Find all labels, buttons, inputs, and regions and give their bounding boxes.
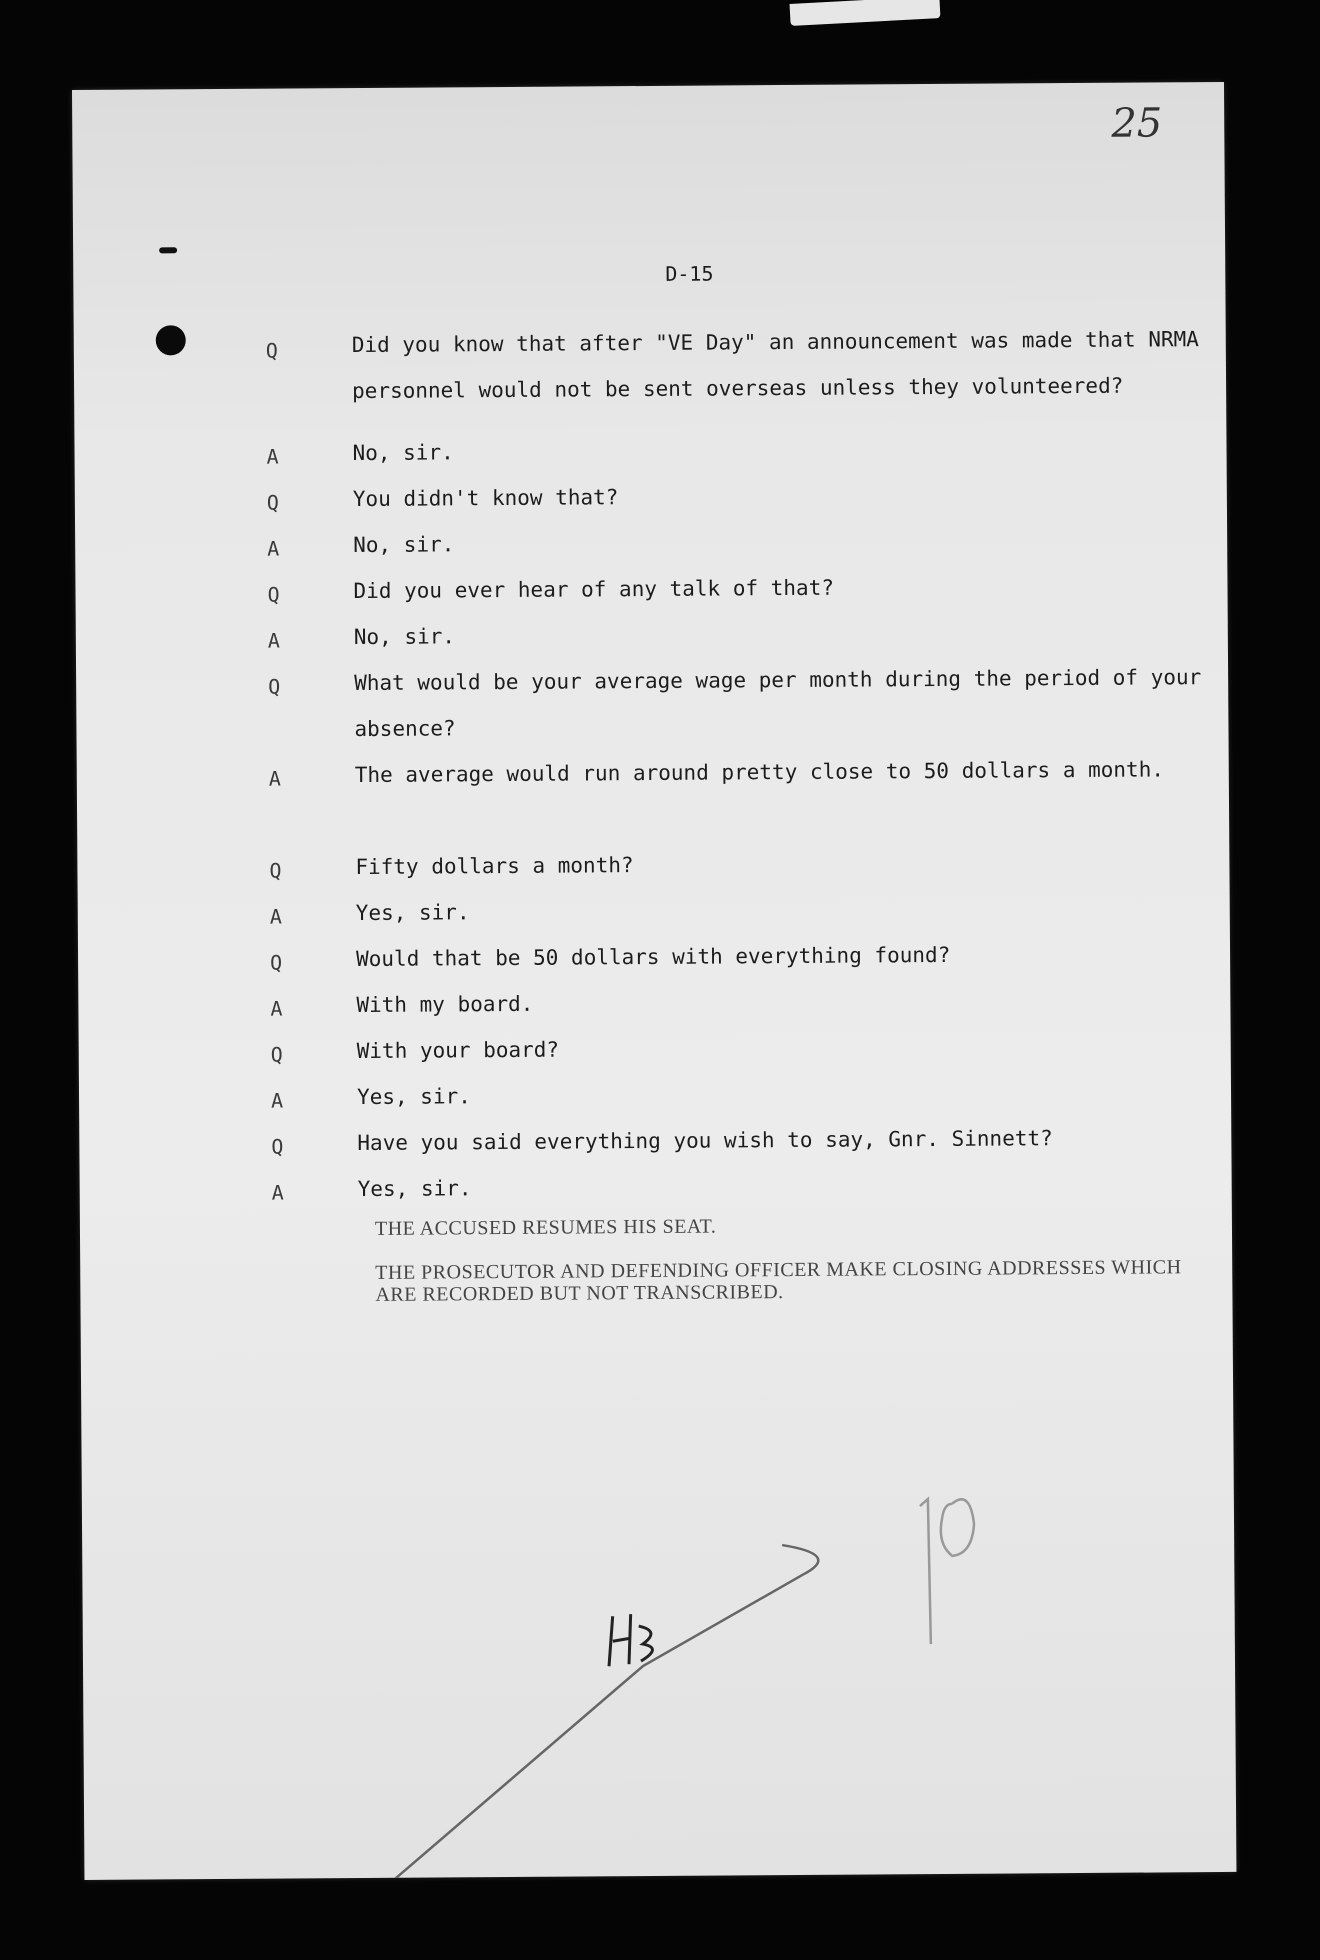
speaker-label: A xyxy=(268,766,281,791)
speaker-label: Q xyxy=(270,1042,283,1067)
page-number: 25 xyxy=(1111,100,1163,147)
speaker-label: Q xyxy=(265,338,278,363)
exchange-text: Have you said everything you wish to say, Gnr. Sinnett? xyxy=(357,1126,1053,1156)
handwritten-initials xyxy=(609,1614,653,1666)
pen-stroke xyxy=(382,1545,820,1880)
document-reference: D-15 xyxy=(665,261,714,286)
speaker-label: Q xyxy=(266,490,280,515)
speaker-label: Q xyxy=(267,582,280,607)
speaker-label: A xyxy=(267,536,280,561)
speaker-label: A xyxy=(270,1088,284,1113)
stage-note: THE ACCUSED RESUMES HIS SEAT. xyxy=(374,1215,717,1240)
speaker-label: Q xyxy=(271,1134,284,1159)
handwriting-layer xyxy=(72,82,1236,1880)
speaker-label: A xyxy=(267,628,280,653)
speaker-label: A xyxy=(266,444,279,469)
exchange-text: Would that be 50 dollars with everything found? xyxy=(355,942,951,972)
exchange-text: The average would run around pretty close to 50 dollars a month. xyxy=(354,757,1165,788)
exchange-text: With your board? xyxy=(356,1037,560,1064)
paper-tab-scrap xyxy=(790,0,941,26)
document-page xyxy=(72,82,1236,1880)
exchange-text: No, sir. xyxy=(353,532,455,558)
speaker-label: Q xyxy=(269,858,282,883)
exchange-text: You didn't know that? xyxy=(352,485,619,512)
exchange-text: Yes, sir. xyxy=(355,900,470,926)
speaker-label: A xyxy=(270,996,283,1021)
handwritten-number xyxy=(920,1499,975,1644)
exchange-text: What would be your average wage per month during the period of your absence? xyxy=(354,665,1214,742)
stage-note: THE PROSECUTOR AND DEFENDING OFFICER MAKE CLOSING ADDRESSES WHICH ARE RECORDED BUT NOT TRANSCRIBED. xyxy=(375,1256,1182,1306)
speaker-label: Q xyxy=(268,674,281,699)
speaker-label: Q xyxy=(270,950,283,975)
exchange-text: Did you know that after "VE Day" an announcement was made that NRMA personnel would not be sent overseas unless they volunteered? xyxy=(351,327,1212,404)
exchange-text: Yes, sir. xyxy=(356,1084,471,1110)
exchange-text: Fifty dollars a month? xyxy=(355,853,634,880)
exchange-text: No, sir. xyxy=(353,624,456,650)
exchange-text: Did you ever hear of any talk of that? xyxy=(353,575,835,604)
exchange-text: With my board. xyxy=(356,991,534,1018)
exchange-text: Yes, sir. xyxy=(357,1176,472,1202)
speaker-label: A xyxy=(269,904,282,929)
speaker-label: A xyxy=(271,1180,284,1205)
exchange-text: No, sir. xyxy=(352,440,454,466)
